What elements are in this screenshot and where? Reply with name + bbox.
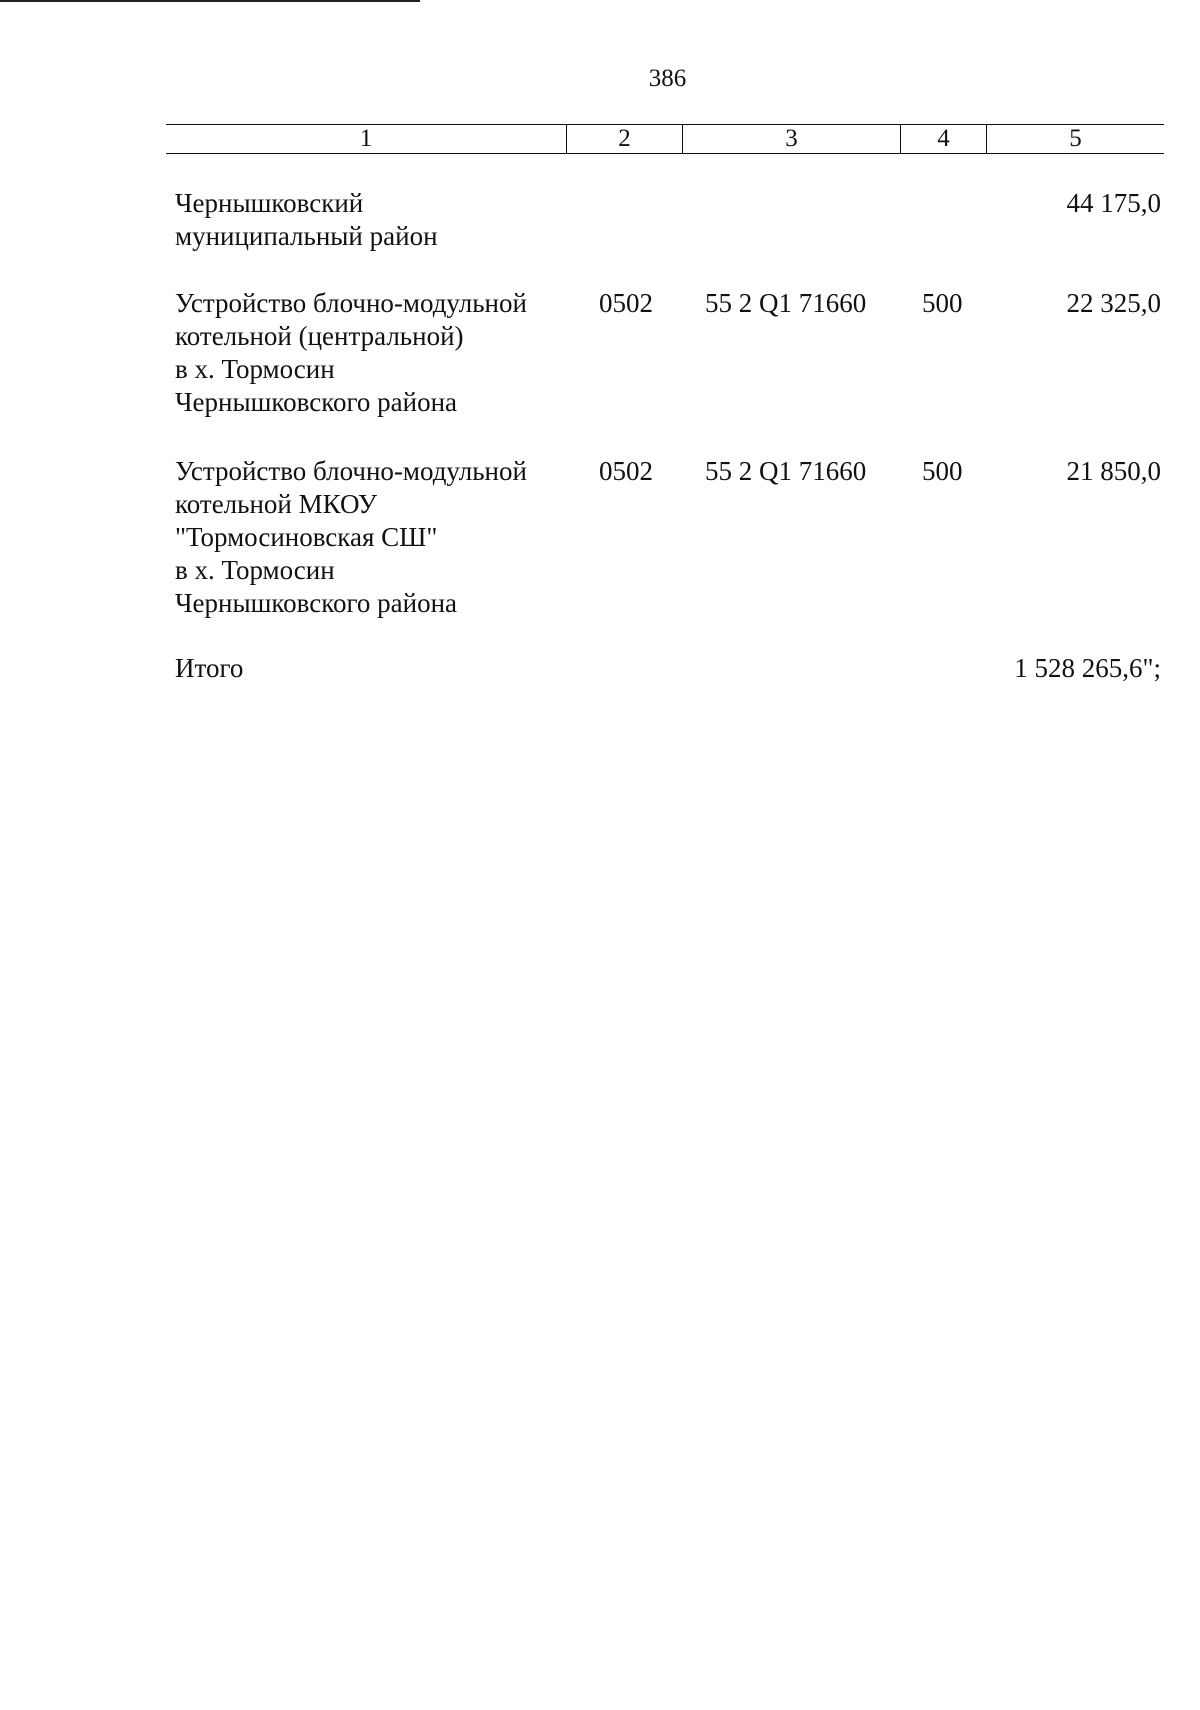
column-header-3: 3 — [682, 125, 900, 153]
row-expense-type: 500 — [922, 456, 963, 486]
column-header-4: 4 — [900, 125, 986, 153]
row-name-line: Чернышковского района — [175, 588, 457, 618]
row-section-code: 0502 — [599, 456, 653, 486]
row-expense-type: 500 — [922, 288, 963, 318]
row-section-code: 0502 — [599, 288, 653, 318]
row-name-line: Чернышковского района — [175, 387, 457, 417]
row-name-line: в х. Тормосин — [175, 555, 335, 585]
row-name-line: в х. Тормосин — [175, 354, 335, 384]
row-target-code: 55 2 Q1 71660 — [705, 456, 867, 486]
page-number: 386 — [648, 65, 687, 92]
row-name-line: котельной (центральной) — [175, 321, 464, 351]
row-amount: 22 325,0 — [1066, 288, 1161, 318]
row-name-line: муниципальный район — [175, 221, 438, 251]
row-name — [175, 287, 575, 419]
row-amount: 44 175,0 — [1066, 188, 1161, 218]
column-header-5: 5 — [986, 125, 1164, 153]
row-name-line: Устройство блочно-модульной — [175, 456, 527, 486]
row-name-line: котельной МКОУ — [175, 489, 378, 519]
column-header-2: 2 — [566, 125, 682, 153]
row-name-line: Устройство блочно-модульной — [175, 288, 527, 318]
row-target-code: 55 2 Q1 71660 — [705, 288, 867, 318]
row-name-line: "Тормосиновская СШ" — [175, 522, 438, 552]
column-header-1: 1 — [359, 125, 373, 152]
row-amount: 21 850,0 — [1066, 456, 1161, 486]
row-name — [175, 187, 575, 253]
table-header — [166, 124, 1164, 154]
total-amount: 1 528 265,6"; — [1014, 653, 1161, 683]
row-name-line: Чернышковский — [175, 188, 364, 218]
total-label: Итого — [175, 653, 244, 683]
row-name — [175, 455, 575, 620]
scan-edge-line — [0, 0, 420, 2]
